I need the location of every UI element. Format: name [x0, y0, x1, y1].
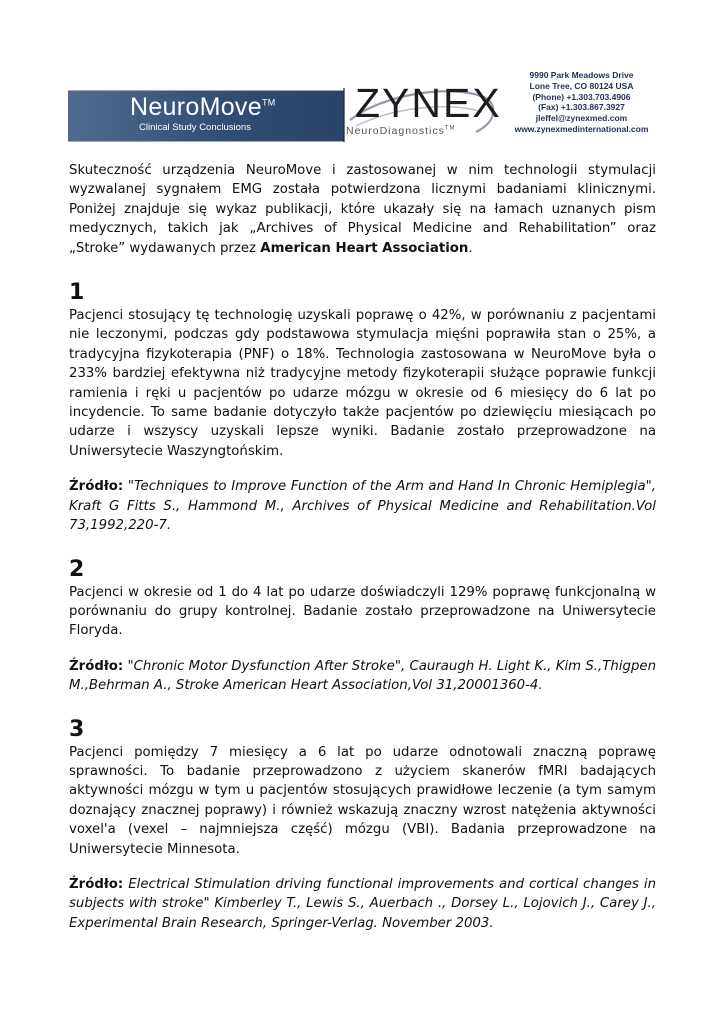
study-number: 2 — [69, 556, 85, 582]
contact-city-line: Lone Tree, CO 80124 USA — [529, 80, 634, 91]
study-text: Pacjenci pomiędzy 7 miesięcy a 6 lat po udarze odnotowali znaczną poprawę sprawności. To badanie przeprowadzono z użyciem skanerów fMRI badających aktywności mózgu w tym u pacjentów stosujących prawidłowe leczenie (a tym samym doznający znacznej poprawy) i również wskazują znaczny wzrost natężenia aktywności voxel'a (vexel – najmniejsza część) mózgu (VBI). Badania przeprowadzone na Uniwersytecie Minnesota. — [69, 744, 656, 857]
brand-subtitle: Clinical Study Conclusions — [139, 122, 251, 133]
study-section-2 — [69, 557, 656, 696]
contact-address-line: 9990 Park Meadows Drive — [529, 70, 634, 80]
study-source: Źródło: "Chronic Motor Dysfunction After Stroke", Cauraugh H. Light K., Kim S.,Thigpen M.,Behrman A., Stroke American Heart Association,Vol 31,20001360-4. — [69, 658, 656, 694]
document-body — [69, 161, 656, 954]
study-section-1 — [69, 280, 656, 535]
zynex-logo-word: ZYNEX — [355, 80, 502, 126]
contact-block — [509, 70, 654, 135]
contact-fax: (Fax) +1.303.867.3927 — [538, 102, 625, 113]
study-source: Źródło: "Techniques to Improve Function of the Arm and Hand In Chronic Hemiplegia", Kraft G Fitts S., Hammond M., Archives of Physical Medicine and Rehabilitation.Vol 73,1992,220-7. — [69, 479, 656, 534]
contact-email-link[interactable]: jleffel@zynexmed.com — [535, 113, 628, 124]
study-text: Pacjenci w okresie od 1 do 4 lat po udarze doświadczyli 129% poprawę funkcjonalną w porównaniu do grupy kontrolnej. Badanie zostało przeprowadzone na Uniwersytecie Floryda. — [69, 584, 656, 639]
study-section-3 — [69, 717, 656, 934]
contact-phone: (Phone) +1.303.703.4906 — [532, 91, 631, 102]
study-source: Źródło: Electrical Stimulation driving functional improvements and cortical changes in subjects with stroke" Kimberley T., Lewis S., Auerbach ., Dorsey L., Lojovich J., Carey J., Experimental Brain Research, Springer-Verlag. November 2003. — [69, 876, 656, 931]
study-text: Pacjenci stosujący tę technologię uzyskali poprawę o 42%, w porównaniu z pacjentami nie leczonymi, podczas gdy podstawowa stymulacja mięśni poprawiła stan o 25%, a tradycyjna fizykoterapia (PNF) o 18%. Technologia zastosowana w NeuroMove była o 233% bardziej efektywna niż tradycyjne metody fizykoterapii służące poprawie funkcji ramienia i ręki u pacjentów po udarze mózgu w okresie od 6 miesięcy do 6 lat po incydencie. To same badanie dotyczyło także pacjentów po dziewięciu miesiącach po udarze i wszyscy uzyskali lepsze wyniki. Badanie zostało przeprowadzone na Uniwersytecie Waszyngtońskim. — [69, 308, 656, 459]
study-number: 3 — [69, 716, 85, 742]
brand-title: NeuroMove™ — [130, 93, 276, 121]
study-number: 1 — [69, 280, 85, 306]
contact-website-link[interactable]: www.zynexmedinternational.com — [514, 123, 649, 134]
neuromove-banner — [68, 90, 344, 142]
intro-paragraph: Skuteczność urządzenia NeuroMove i zastosowanej w nim technologii stymulacji wyzwalanej sygnałem EMG została potwierdzona licznymi badaniami klinicznymi. Poniżej znajduje się wykaz publikacji, które ukazały się na łamach uznanych pism medycznych, takich jak „Archives of Physical Medicine and Rehabilitation” oraz „Stroke” wydawanych przez American Heart Association. — [69, 163, 656, 256]
zynex-logo-subtitle: NeuroDiagnostics™ — [346, 125, 456, 137]
